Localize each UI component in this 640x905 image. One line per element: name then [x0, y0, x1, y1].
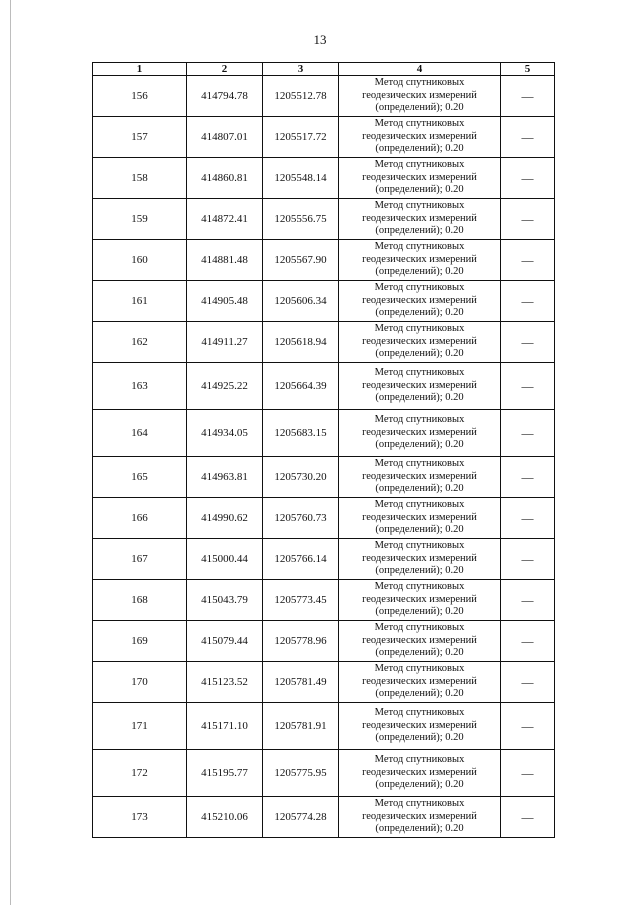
page-left-edge: [10, 0, 11, 905]
table-row: [93, 621, 555, 662]
note-dash-cell: —: [501, 410, 555, 457]
point-number-cell: 169: [93, 621, 187, 662]
y-coordinate-cell: 1205774.28: [263, 797, 339, 838]
point-number-cell: 162: [93, 322, 187, 363]
x-coordinate-cell: 414881.48: [187, 240, 263, 281]
method-line: (определений); 0.20: [375, 647, 464, 659]
method-line: геодезических измерений: [362, 379, 477, 391]
method-line: Метод спутниковых: [374, 282, 465, 294]
x-coordinate-cell: 415043.79: [187, 580, 263, 621]
method-line: Метод спутниковых: [374, 754, 465, 766]
method-cell: [339, 750, 501, 797]
method-cell: [339, 703, 501, 750]
table-header-row: [93, 63, 555, 76]
x-coordinate-cell: 415123.52: [187, 662, 263, 703]
method-line: геодезических измерений: [362, 634, 477, 646]
x-coordinate-cell: 415210.06: [187, 797, 263, 838]
header-col-2: 2: [187, 63, 263, 76]
table-row: [93, 662, 555, 703]
table-row: [93, 580, 555, 621]
x-coordinate-cell: 415171.10: [187, 703, 263, 750]
point-number-cell: 167: [93, 539, 187, 580]
x-coordinate-cell: 415079.44: [187, 621, 263, 662]
point-number-cell: 157: [93, 117, 187, 158]
method-line: (определений); 0.20: [375, 606, 464, 618]
note-dash-cell: —: [501, 662, 555, 703]
method-line: (определений); 0.20: [375, 225, 464, 237]
y-coordinate-cell: 1205683.15: [263, 410, 339, 457]
method-line: геодезических измерений: [362, 552, 477, 564]
point-number-cell: 168: [93, 580, 187, 621]
method-line: (определений); 0.20: [375, 307, 464, 319]
note-dash-cell: —: [501, 158, 555, 199]
page-number: 13: [313, 32, 327, 47]
point-number-cell: 172: [93, 750, 187, 797]
note-dash-cell: —: [501, 281, 555, 322]
table-row: [93, 76, 555, 117]
method-cell: [339, 580, 501, 621]
note-dash-cell: —: [501, 457, 555, 498]
method-line: (определений); 0.20: [375, 524, 464, 536]
method-cell: [339, 410, 501, 457]
y-coordinate-cell: 1205781.91: [263, 703, 339, 750]
method-line: геодезических измерений: [362, 130, 477, 142]
method-line: (определений); 0.20: [375, 779, 464, 791]
point-number-cell: 161: [93, 281, 187, 322]
header-col-5: 5: [501, 63, 555, 76]
method-line: геодезических измерений: [362, 253, 477, 265]
table-body: [93, 76, 555, 838]
method-line: (определений); 0.20: [375, 266, 464, 278]
x-coordinate-cell: 414990.62: [187, 498, 263, 539]
point-number-cell: 166: [93, 498, 187, 539]
table-row: [93, 797, 555, 838]
method-line: Метод спутниковых: [374, 118, 465, 130]
x-coordinate-cell: 415195.77: [187, 750, 263, 797]
coordinates-table-wrapper: [92, 62, 554, 838]
method-line: (определений); 0.20: [375, 392, 464, 404]
point-number-cell: 173: [93, 797, 187, 838]
method-line: геодезических измерений: [362, 294, 477, 306]
note-dash-cell: —: [501, 703, 555, 750]
method-cell: [339, 76, 501, 117]
y-coordinate-cell: 1205730.20: [263, 457, 339, 498]
header-col-3: 3: [263, 63, 339, 76]
method-line: (определений); 0.20: [375, 143, 464, 155]
point-number-cell: 165: [93, 457, 187, 498]
method-line: Метод спутниковых: [374, 414, 465, 426]
method-line: Метод спутниковых: [374, 323, 465, 335]
method-cell: [339, 621, 501, 662]
table-row: [93, 703, 555, 750]
method-line: (определений); 0.20: [375, 823, 464, 835]
y-coordinate-cell: 1205548.14: [263, 158, 339, 199]
note-dash-cell: —: [501, 621, 555, 662]
method-cell: [339, 199, 501, 240]
table-row: [93, 363, 555, 410]
method-cell: [339, 363, 501, 410]
y-coordinate-cell: 1205664.39: [263, 363, 339, 410]
method-cell: [339, 662, 501, 703]
note-dash-cell: —: [501, 199, 555, 240]
method-line: геодезических измерений: [362, 171, 477, 183]
method-line: Метод спутниковых: [374, 241, 465, 253]
y-coordinate-cell: 1205781.49: [263, 662, 339, 703]
note-dash-cell: —: [501, 580, 555, 621]
method-line: Метод спутниковых: [374, 458, 465, 470]
method-line: геодезических измерений: [362, 89, 477, 101]
note-dash-cell: —: [501, 539, 555, 580]
note-dash-cell: —: [501, 76, 555, 117]
point-number-cell: 170: [93, 662, 187, 703]
table-row: [93, 539, 555, 580]
method-line: Метод спутниковых: [374, 540, 465, 552]
method-line: Метод спутниковых: [374, 798, 465, 810]
method-cell: [339, 240, 501, 281]
table-row: [93, 240, 555, 281]
method-line: (определений); 0.20: [375, 102, 464, 114]
table-row: [93, 117, 555, 158]
method-line: (определений); 0.20: [375, 688, 464, 700]
method-line: геодезических измерений: [362, 719, 477, 731]
method-line: Метод спутниковых: [374, 707, 465, 719]
y-coordinate-cell: 1205760.73: [263, 498, 339, 539]
method-line: (определений); 0.20: [375, 565, 464, 577]
method-cell: [339, 498, 501, 539]
x-coordinate-cell: 414872.41: [187, 199, 263, 240]
point-number-cell: 171: [93, 703, 187, 750]
method-line: геодезических измерений: [362, 426, 477, 438]
method-line: Метод спутниковых: [374, 663, 465, 675]
note-dash-cell: —: [501, 322, 555, 363]
method-line: геодезических измерений: [362, 810, 477, 822]
method-line: геодезических измерений: [362, 766, 477, 778]
note-dash-cell: —: [501, 750, 555, 797]
x-coordinate-cell: 415000.44: [187, 539, 263, 580]
y-coordinate-cell: 1205606.34: [263, 281, 339, 322]
x-coordinate-cell: 414860.81: [187, 158, 263, 199]
x-coordinate-cell: 414963.81: [187, 457, 263, 498]
point-number-cell: 163: [93, 363, 187, 410]
method-line: (определений); 0.20: [375, 184, 464, 196]
method-line: геодезических измерений: [362, 335, 477, 347]
note-dash-cell: —: [501, 117, 555, 158]
header-col-4: 4: [339, 63, 501, 76]
method-line: (определений); 0.20: [375, 732, 464, 744]
y-coordinate-cell: 1205618.94: [263, 322, 339, 363]
coordinates-table: [92, 62, 555, 838]
method-line: Метод спутниковых: [374, 159, 465, 171]
method-line: геодезических измерений: [362, 470, 477, 482]
table-row: [93, 322, 555, 363]
point-number-cell: 158: [93, 158, 187, 199]
x-coordinate-cell: 414807.01: [187, 117, 263, 158]
table-row: [93, 498, 555, 539]
method-cell: [339, 117, 501, 158]
x-coordinate-cell: 414905.48: [187, 281, 263, 322]
method-line: Метод спутниковых: [374, 499, 465, 511]
method-line: геодезических измерений: [362, 593, 477, 605]
header-col-1: 1: [93, 63, 187, 76]
note-dash-cell: —: [501, 498, 555, 539]
method-line: Метод спутниковых: [374, 622, 465, 634]
method-line: Метод спутниковых: [374, 581, 465, 593]
note-dash-cell: —: [501, 363, 555, 410]
x-coordinate-cell: 414934.05: [187, 410, 263, 457]
method-line: (определений); 0.20: [375, 483, 464, 495]
method-cell: [339, 457, 501, 498]
method-line: Метод спутниковых: [374, 367, 465, 379]
note-dash-cell: —: [501, 240, 555, 281]
y-coordinate-cell: 1205517.72: [263, 117, 339, 158]
x-coordinate-cell: 414925.22: [187, 363, 263, 410]
table-row: [93, 281, 555, 322]
table-row: [93, 457, 555, 498]
y-coordinate-cell: 1205567.90: [263, 240, 339, 281]
method-line: геодезических измерений: [362, 511, 477, 523]
table-row: [93, 199, 555, 240]
point-number-cell: 159: [93, 199, 187, 240]
y-coordinate-cell: 1205775.95: [263, 750, 339, 797]
point-number-cell: 164: [93, 410, 187, 457]
method-line: геодезических измерений: [362, 675, 477, 687]
point-number-cell: 160: [93, 240, 187, 281]
point-number-cell: 156: [93, 76, 187, 117]
method-line: геодезических измерений: [362, 212, 477, 224]
method-cell: [339, 797, 501, 838]
x-coordinate-cell: 414794.78: [187, 76, 263, 117]
note-dash-cell: —: [501, 797, 555, 838]
method-cell: [339, 539, 501, 580]
method-line: Метод спутниковых: [374, 77, 465, 89]
method-line: Метод спутниковых: [374, 200, 465, 212]
method-line: (определений); 0.20: [375, 348, 464, 360]
x-coordinate-cell: 414911.27: [187, 322, 263, 363]
y-coordinate-cell: 1205773.45: [263, 580, 339, 621]
y-coordinate-cell: 1205778.96: [263, 621, 339, 662]
method-line: (определений); 0.20: [375, 439, 464, 451]
table-row: [93, 158, 555, 199]
y-coordinate-cell: 1205556.75: [263, 199, 339, 240]
table-row: [93, 410, 555, 457]
table-row: [93, 750, 555, 797]
y-coordinate-cell: 1205766.14: [263, 539, 339, 580]
method-cell: [339, 281, 501, 322]
method-cell: [339, 158, 501, 199]
y-coordinate-cell: 1205512.78: [263, 76, 339, 117]
method-cell: [339, 322, 501, 363]
